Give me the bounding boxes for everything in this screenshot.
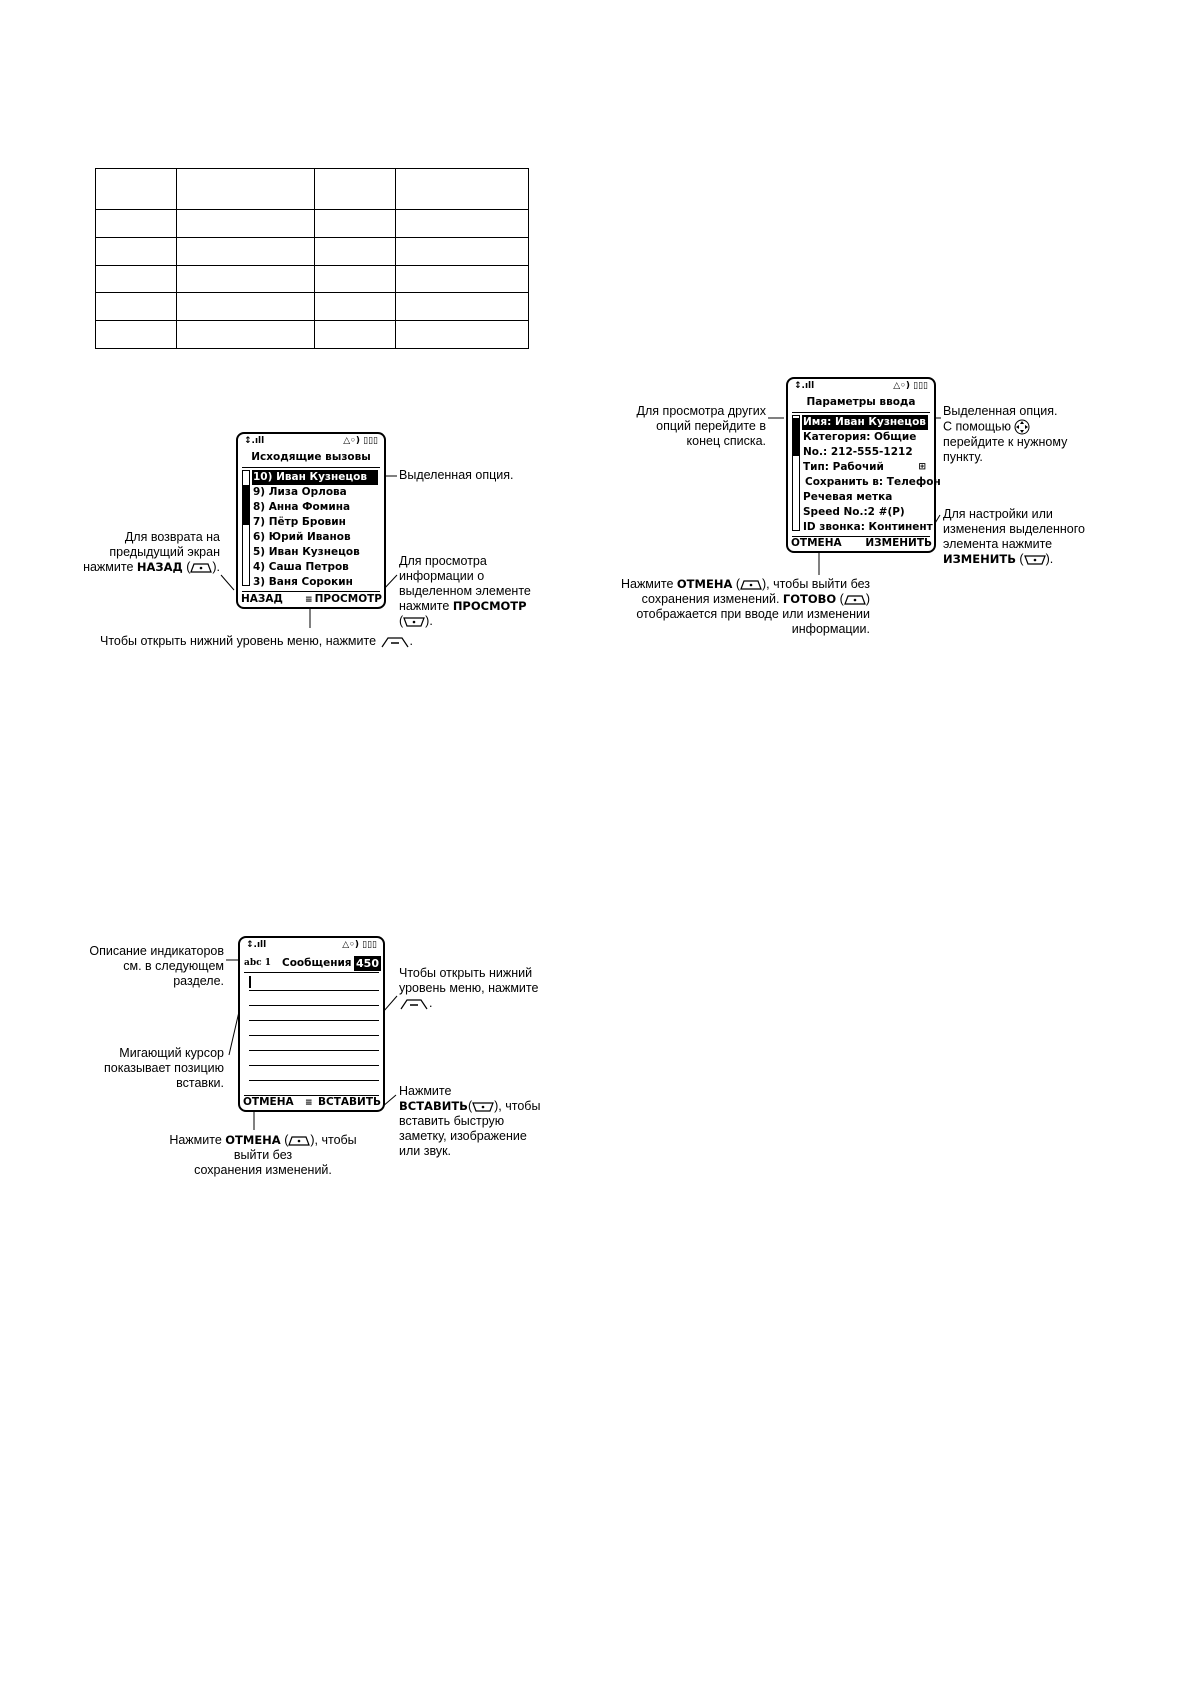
softkey-divider xyxy=(242,591,380,592)
right-softkey-icon xyxy=(472,1101,494,1112)
left-softkey-icon xyxy=(190,562,212,573)
callout-insert: Нажмите ВСТАВИТЬ( ), чтобы вставить быструю заметку, изображение или звук. xyxy=(399,1084,541,1158)
menu-icon[interactable]: ≡ xyxy=(305,595,313,605)
callout-scroll-more: Для просмотра других опций перейдите в конец списка. xyxy=(636,404,766,448)
signal-icon: ↕.ıll xyxy=(794,381,815,391)
left-softkey-icon xyxy=(288,1135,310,1146)
list-item[interactable]: No.: 212-555-1212 xyxy=(803,446,913,458)
list-item[interactable]: 6) Юрий Иванов xyxy=(253,531,351,543)
scrollbar[interactable] xyxy=(792,415,800,531)
list-item[interactable]: Speed No.:2 #(P) xyxy=(803,506,905,518)
callout-cursor: Мигающий курсор показывает позицию вставки. xyxy=(104,1046,224,1090)
status-bar xyxy=(794,381,928,393)
screen-title: Исходящие вызовы xyxy=(251,451,371,463)
type-icon: ⊞ xyxy=(918,462,926,472)
callout-selected-option: Выделенная опция. xyxy=(399,468,514,482)
callout-view: Для просмотра информации о выделенном элементе нажмите ПРОСМОТР ( ). xyxy=(399,554,531,628)
right-softkey-icon xyxy=(403,616,425,627)
list-item[interactable]: Тип: Рабочий xyxy=(803,461,884,473)
list-item[interactable]: 9) Лиза Орлова xyxy=(253,486,347,498)
list-item[interactable]: ID звонка: Континент xyxy=(803,521,933,533)
signal-icon: ↕.ıll xyxy=(246,940,267,950)
screen-title: Сообщения xyxy=(282,957,352,969)
callout-back: Для возврата на предыдущий экран нажмите НАЗАД ( ). xyxy=(83,530,220,574)
character-counter: 450 xyxy=(356,957,379,970)
view-softkey[interactable]: ПРОСМОТР xyxy=(314,593,382,605)
list-item[interactable]: 5) Иван Кузнецов xyxy=(253,546,360,558)
battery-icon: △◦) ▯▯▯ xyxy=(893,381,928,391)
list-item[interactable]: 7) Пётр Бровин xyxy=(253,516,346,528)
signal-icon: ↕.ıll xyxy=(244,436,265,446)
cancel-softkey[interactable]: ОТМЕНА xyxy=(243,1096,294,1108)
text-mode-indicator: abc 1 xyxy=(244,958,271,968)
screen-title: Параметры ввода xyxy=(806,396,916,408)
cancel-softkey[interactable]: ОТМЕНА xyxy=(791,537,842,549)
callout-edit: Для настройки или изменения выделенного элемента нажмите ИЗМЕНИТЬ ( ). xyxy=(943,507,1085,566)
list-item-selected[interactable]: Имя: Иван Кузнецов xyxy=(802,415,928,430)
status-bar xyxy=(244,436,378,448)
menu-key-icon xyxy=(380,636,410,648)
right-softkey-icon xyxy=(1024,554,1046,565)
left-softkey-icon xyxy=(740,579,762,590)
insert-softkey[interactable]: ВСТАВИТЬ xyxy=(318,1096,381,1108)
list-item[interactable]: 3) Ваня Сорокин xyxy=(253,576,353,588)
message-compose-screen xyxy=(238,936,385,1112)
list-item[interactable]: Сохранить в: Телефон xyxy=(805,476,941,488)
menu-key-icon xyxy=(399,998,429,1010)
callout-cancel: Нажмите ОТМЕНА ( ), чтобы выйти без сохранения изменений. ГОТОВО ( ) отображается при вводе или изменении информации. xyxy=(620,577,870,636)
entry-details-screen xyxy=(786,377,941,553)
left-softkey-icon xyxy=(844,594,866,605)
list-item[interactable]: 4) Саша Петров xyxy=(253,561,349,573)
list-item-selected[interactable]: 10) Иван Кузнецов xyxy=(252,470,378,485)
battery-icon: △◦) ▯▯▯ xyxy=(342,940,377,950)
callout-menu: Чтобы открыть нижний уровень меню, нажмите . xyxy=(100,634,414,648)
callout-indicators: Описание индикаторов см. в следующем разделе. xyxy=(89,944,224,988)
battery-icon: △◦) ▯▯▯ xyxy=(343,436,378,446)
title-divider xyxy=(792,412,930,413)
text-cursor xyxy=(249,976,251,988)
callout-selected-option: Выделенная опция. С помощью перейдите к нужному пункту. xyxy=(943,404,1068,464)
outgoing-calls-screen xyxy=(236,432,386,609)
list-item[interactable]: Речевая метка xyxy=(803,491,893,503)
title-divider xyxy=(244,972,379,973)
status-bar xyxy=(246,940,377,952)
menu-icon[interactable]: ≡ xyxy=(305,1098,313,1108)
list-item[interactable]: 8) Анна Фомина xyxy=(253,501,351,513)
back-softkey[interactable]: НАЗАД xyxy=(241,593,283,605)
callout-cancel: Нажмите ОТМЕНА ( ), чтобы выйти без сохранения изменений. xyxy=(169,1133,357,1177)
title-divider xyxy=(242,467,380,468)
list-item[interactable]: Категория: Общие xyxy=(803,431,917,443)
scrollbar[interactable] xyxy=(242,470,250,586)
nav-key-icon xyxy=(1014,419,1030,435)
edit-softkey[interactable]: ИЗМЕНИТЬ xyxy=(865,537,932,549)
callout-menu: Чтобы открыть нижний уровень меню, нажмите . xyxy=(399,966,539,1010)
